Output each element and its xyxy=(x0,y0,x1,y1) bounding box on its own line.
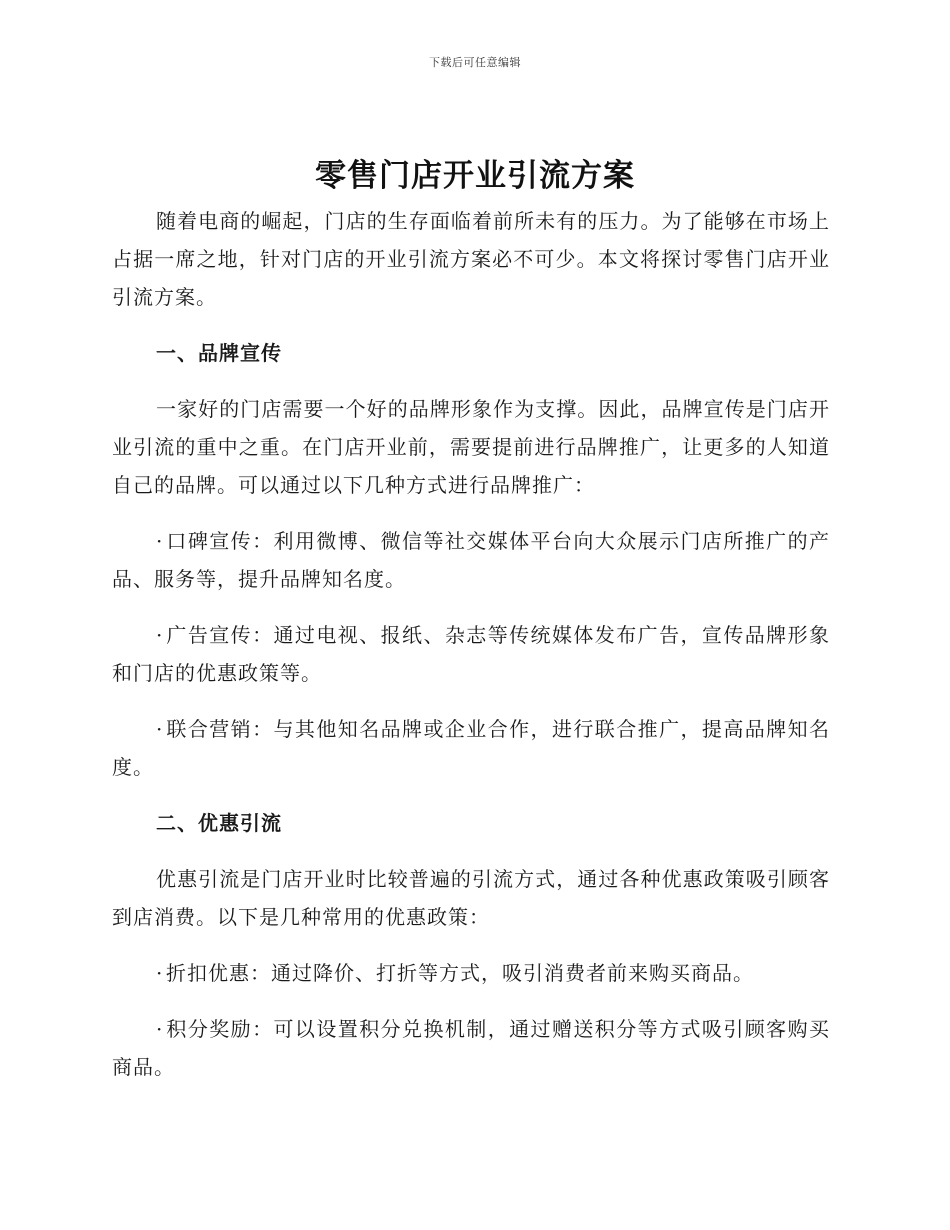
bullet-dot-icon: · xyxy=(156,529,164,553)
bullet-text: 折扣优惠：通过降价、打折等方式，吸引消费者前来购买商品。 xyxy=(166,961,754,985)
document-title: 零售门店开业引流方案 xyxy=(315,158,635,194)
bullet-item xyxy=(112,710,830,786)
bullet-dot-icon: · xyxy=(156,961,164,985)
bullet-dot-icon: · xyxy=(156,623,164,647)
bullet-text: 积分奖励：可以设置积分兑换机制，通过赠送积分等方式吸引顾客购买商品。 xyxy=(112,1017,830,1079)
bullet-item xyxy=(112,1010,830,1086)
bullet-dot-icon: · xyxy=(156,1017,164,1041)
bullet-text: 口碑宣传：利用微博、微信等社交媒体平台向大众展示门店所推广的产品、服务等，提升品牌知名度。 xyxy=(112,529,830,591)
section-heading-discount: 二、优惠引流 xyxy=(156,811,282,835)
bullet-dot-icon: · xyxy=(156,717,164,741)
header-note: 下载后可任意编辑 xyxy=(429,56,521,69)
section-paragraph-brand: 一家好的门店需要一个好的品牌形象作为支撑。因此，品牌宣传是门店开业引流的重中之重。在门店开业前，需要提前进行品牌推广，让更多的人知道自己的品牌。可以通过以下几种方式进行品牌推广： xyxy=(112,397,830,497)
bullet-item xyxy=(112,616,830,692)
bullet-text: 联合营销：与其他知名品牌或企业合作，进行联合推广，提高品牌知名度。 xyxy=(112,717,830,779)
section-paragraph-discount: 优惠引流是门店开业时比较普遍的引流方式，通过各种优惠政策吸引顾客到店消费。以下是几种常用的优惠政策： xyxy=(112,867,830,929)
bullet-item xyxy=(112,954,830,992)
bullet-text: 广告宣传：通过电视、报纸、杂志等传统媒体发布广告，宣传品牌形象和门店的优惠政策等。 xyxy=(112,623,830,685)
intro-paragraph: 随着电商的崛起，门店的生存面临着前所未有的压力。为了能够在市场上占据一席之地，针对门店的开业引流方案必不可少。本文将探讨零售门店开业引流方案。 xyxy=(112,209,830,309)
bullet-item xyxy=(112,522,830,598)
section-heading-brand: 一、品牌宣传 xyxy=(156,341,282,365)
document-body xyxy=(112,202,830,1104)
